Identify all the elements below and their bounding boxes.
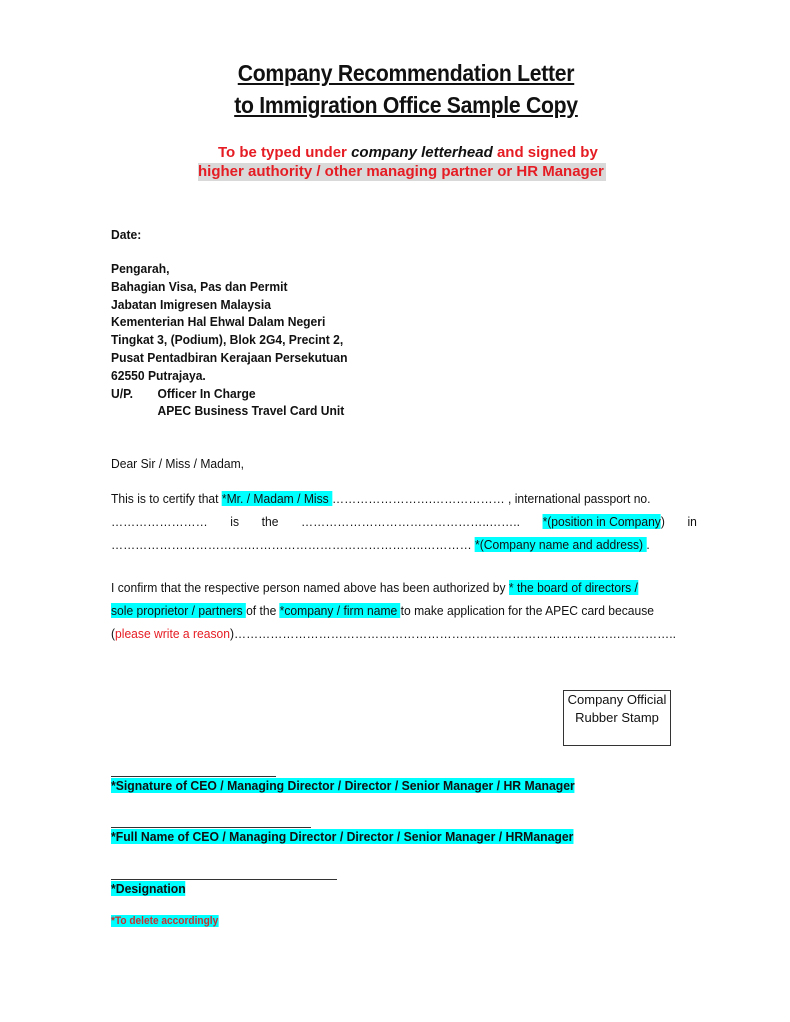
paragraph1-line3: …………………………….……………………………………..………… *(Company name and address) . — [111, 537, 650, 552]
instruction-emphasis: company letterhead — [351, 144, 493, 161]
fullname-line — [111, 827, 311, 828]
paragraph2-line1: I confirm that the respective person named above has been authorized by * the board of directors / — [111, 580, 638, 595]
reason-placeholder: please write a reason — [115, 626, 230, 641]
designation-label: *Designation — [111, 881, 186, 896]
address-line: Pusat Pentadbiran Kerajaan Persekutuan — [111, 349, 348, 365]
highlight-field: *(Company name and address) — [475, 537, 647, 552]
instruction-text: To be typed under — [218, 144, 352, 161]
instruction-text: and signed by — [492, 144, 598, 161]
address-line: Pengarah, — [111, 261, 170, 276]
recipient-address — [111, 260, 348, 420]
signature-label: *Signature of CEO / Managing Director / Director / Senior Manager / HR Manager — [111, 778, 575, 793]
instruction-line1 — [218, 144, 598, 161]
address-line: Jabatan Imigresen Malaysia — [111, 296, 271, 312]
highlight-field: *company / firm name — [279, 603, 401, 618]
designation-line — [111, 879, 337, 880]
paragraph2-line2: sole proprietor / partners of the *company / firm name to make application for the APEC card because — [111, 603, 654, 618]
address-line: 62550 Putrajaya. — [111, 367, 206, 383]
address-line: Tingkat 3, (Podium), Blok 2G4, Precint 2, — [111, 332, 344, 348]
attention-line: APEC Business Travel Card Unit — [157, 403, 345, 419]
footnote: *To delete accordingly — [111, 915, 219, 927]
highlight-field: *Mr. / Madam / Miss — [221, 491, 333, 506]
highlight-field: * the board of directors / — [508, 580, 638, 595]
salutation: Dear Sir / Miss / Madam, — [111, 456, 245, 471]
date-label: Date: — [111, 227, 142, 242]
paragraph1-line2: …………………… is the ………………………………………..…….. *(position in Company) in — [111, 514, 697, 529]
signature-line — [111, 776, 276, 777]
paragraph2-line3: (please write a reason)……………………………………………………………………………………………….. — [111, 626, 676, 641]
page-title-line2: to Immigration Office Sample Copy — [234, 92, 578, 118]
paragraph1-line1: This is to certify that *Mr. / Madam / Miss …………………….……………… , international passport no. — [111, 491, 651, 506]
fullname-label: *Full Name of CEO / Managing Director / Director / Senior Manager / HRManager — [111, 829, 574, 844]
page-title-line1: Company Recommendation Letter — [237, 60, 575, 86]
rubber-stamp-box: Company Official Rubber Stamp — [563, 690, 671, 746]
instruction-line2: higher authority / other managing partner or HR Manager — [198, 163, 604, 180]
highlight-field: sole proprietor / partners — [111, 603, 247, 618]
address-line: Bahagian Visa, Pas dan Permit — [111, 278, 288, 294]
highlight-field: *(position in Company — [542, 514, 661, 529]
address-line: Kementerian Hal Ehwal Dalam Negeri — [111, 314, 326, 330]
attention-line: U/P. Officer In Charge — [111, 385, 256, 401]
